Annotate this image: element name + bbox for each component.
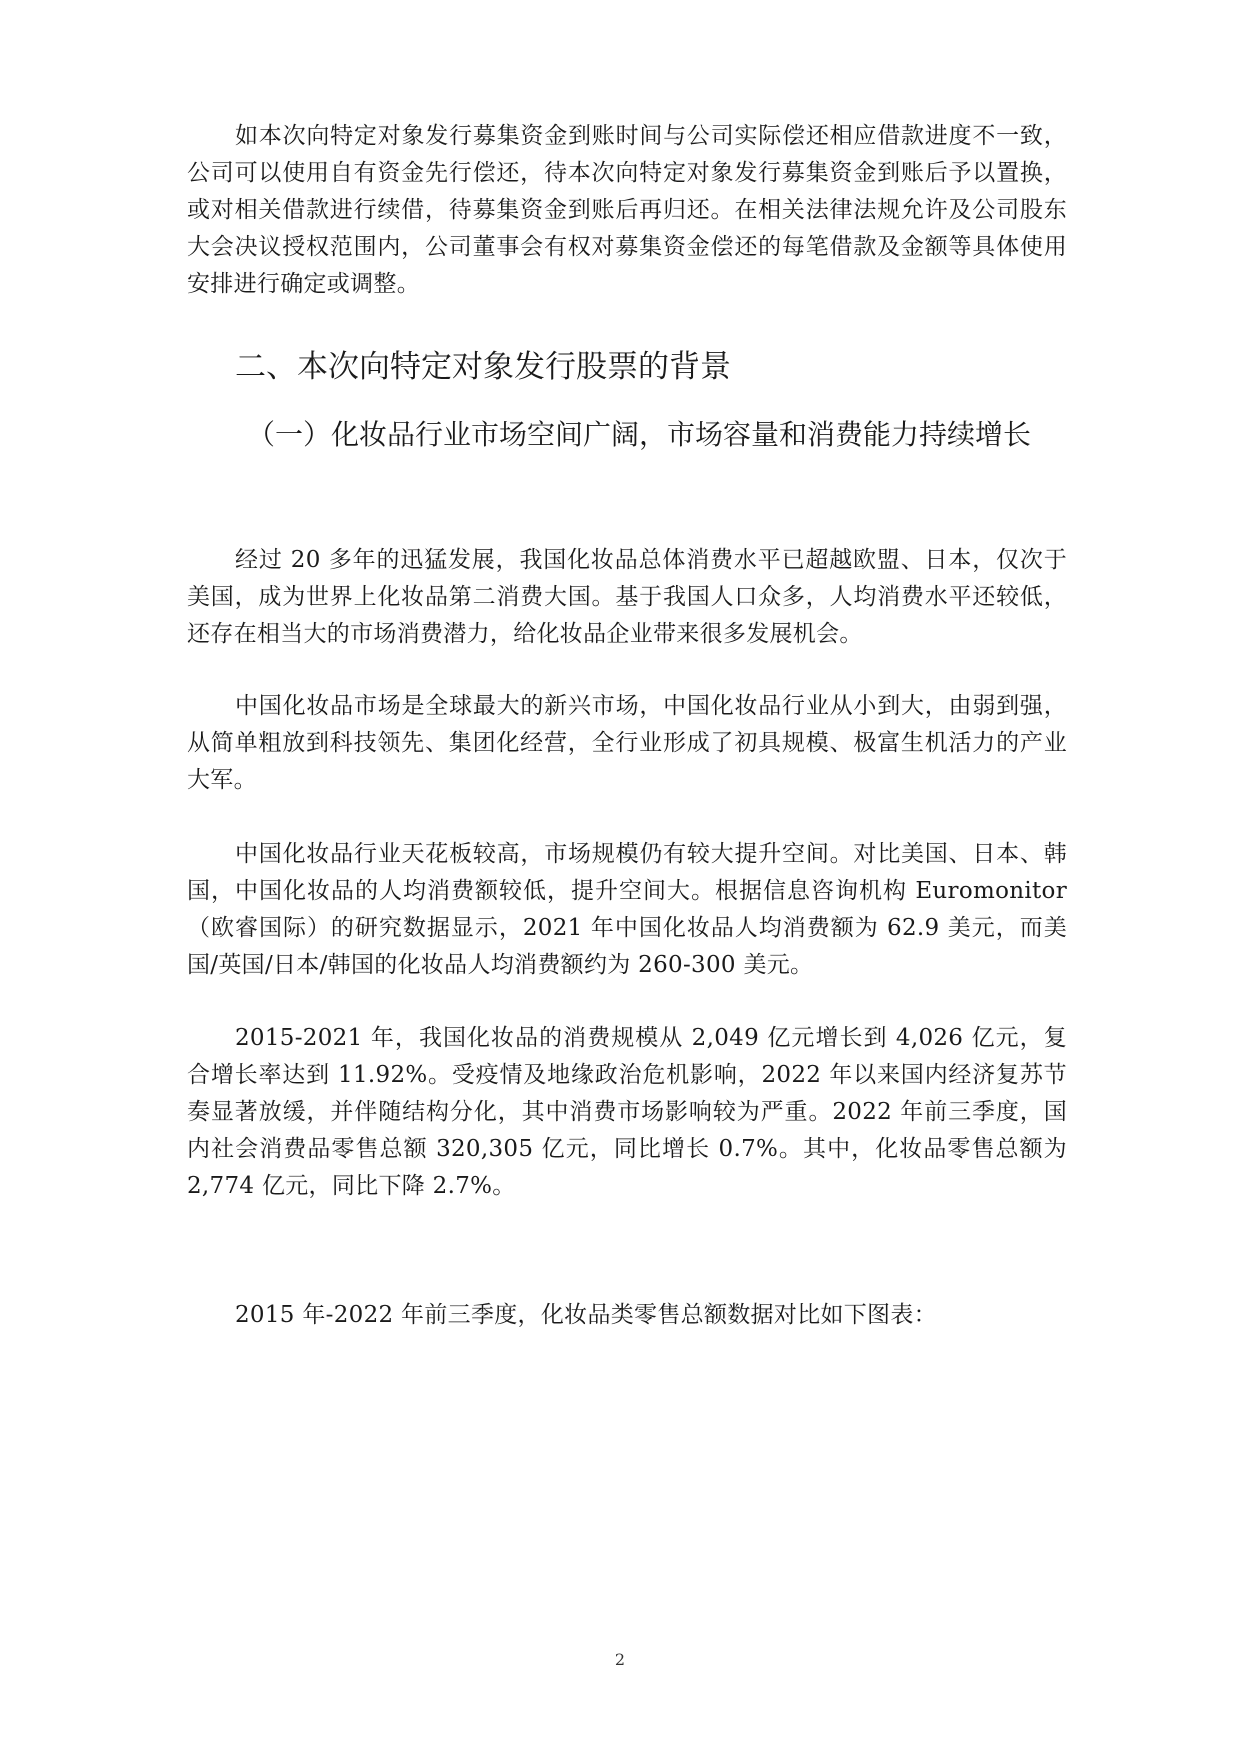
paragraph-chart-intro: 2015 年-2022 年前三季度，化妆品类零售总额数据对比如下图表：: [235, 1302, 937, 1328]
paragraph-consumption-level: 经过 20 多年的迅猛发展，我国化妆品总体消费水平已超越欧盟、日本，仅次于美国，成为世界上化妆品第二消费大国。基于我国人口众多，人均消费水平还较低，还存在相当大的市场消费潜力，给化妆品企业带来很多发展机会。: [187, 547, 1067, 647]
subsection-heading-market-space: （一）化妆品行业市场空间广阔，市场容量和消费能力持续增长: [247, 418, 1032, 451]
paragraph-per-capita-consumption: 中国化妆品行业天花板较高，市场规模仍有较大提升空间。对比美国、日本、韩国，中国化妆品的人均消费额较低，提升空间大。根据信息咨询机构 Euromonitor（欧睿国际）的研究数据显示，2021 年中国化妆品人均消费额为 62.9 美元，而美国/英国/日本/韩国的化妆品人均消费额约为 260-300 美元。: [187, 841, 1067, 978]
paragraph-repayment-arrangement: 如本次向特定对象发行募集资金到账时间与公司实际偿还相应借款进度不一致，公司可以使用自有资金先行偿还，待本次向特定对象发行募集资金到账后予以置换，或对相关借款进行续借，待募集资金到账后再归还。在相关法律法规允许及公司股东大会决议授权范围内，公司董事会有权对募集资金偿还的每笔借款及金额等具体使用安排进行确定或调整。: [187, 123, 1067, 297]
paragraph-emerging-market: 中国化妆品市场是全球最大的新兴市场，中国化妆品行业从小到大，由弱到强，从简单粗放到科技领先、集团化经营，全行业形成了初具规模、极富生机活力的产业大军。: [187, 693, 1067, 793]
paragraph-consumption-scale: 2015-2021 年，我国化妆品的消费规模从 2,049 亿元增长到 4,026 亿元，复合增长率达到 11.92%。受疫情及地缘政治危机影响，2022 年以来国内经济复苏节奏显著放缓，并伴随结构分化，其中消费市场影响较为严重。2022 年前三季度，国内社会消费品零售总额 320,305 亿元，同比增长 0.7%。其中，化妆品零售总额为 2,774 亿元，同比下降 2.7%。: [187, 1025, 1067, 1199]
section-heading-background: 二、本次向特定对象发行股票的背景: [235, 349, 731, 385]
page-number: 2: [614, 1650, 626, 1669]
